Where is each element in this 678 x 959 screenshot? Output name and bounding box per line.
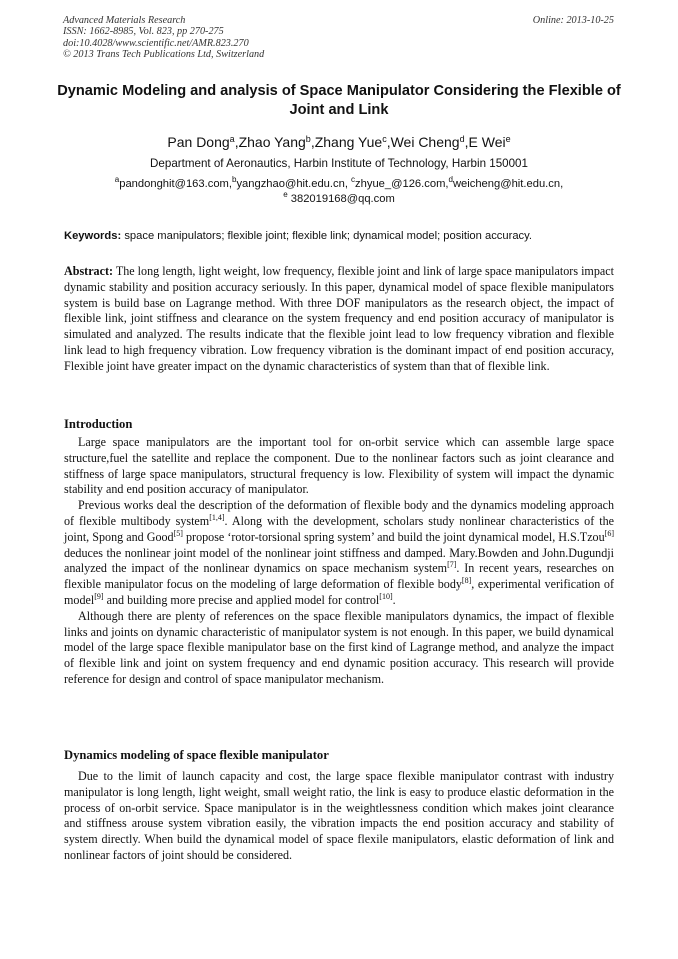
section-heading-dynamics: Dynamics modeling of space flexible manipulator [64,748,329,762]
paragraph-text: and building more precise and applied model for control [103,592,380,607]
keywords [64,229,616,243]
email-mark: c [351,175,356,184]
author-mark: d [459,134,465,144]
paragraph: Although there are plenty of references on the space flexible manipulators dynamics, the impact of flexible links and joints on dynamic characteristic of manipulator system is not enough. In this paper, we build dynamical model of the large space flexible manipulator base on the first kind of Lagrange method, and analyze the impact of flexible link and joint on system frequency and end dynamic position accuracy. This research will provide reference for design and control of space manipulator mechanism. [64,608,614,686]
citation: [9] [94,591,104,601]
affiliation: Department of Aeronautics, Harbin Institute of Technology, Harbin 150001 [150,157,528,170]
paragraph-text: deduces the nonlinear joint model of the nonlinear joint stiffness and damped. Mary.Bowden and John.Dugundji analyzed the impact of the nonlinear dynamics on space mechanism system [64,545,614,576]
author-name: Wei Cheng [390,134,460,150]
paragraph-text: propose ‘rotor-torsional spring system’ and build the joint dynamical model, H.S.Tzou [182,529,605,544]
abstract [64,264,614,375]
email-address: yangzhao@hit.edu.cn [236,178,345,190]
author-name: Zhao Yang [238,134,306,150]
paragraph: Due to the limit of launch capacity and cost, the large space flexible manipulator contrast with industry manipulator is long length, light weight, small weight ratio, the link is easy to produce elastic deformation in the process of on-orbit service. Space manipulator is in the weightlessness condition which makes joint clearance and stiffness arouse system vibration easily, the vibration impacts the end position accuracy and stability of system directly. When build the dynamical model of space flexile manipulators, elastic deformation of link and nonlinear factors of joint should be considered. [64,769,614,862]
email-mark: b [231,175,237,184]
email-mark: d [448,175,453,184]
author-mark: e [505,134,511,144]
email-mark: e [283,190,288,199]
introduction-section [64,435,614,688]
paragraph-text: . In recent years, researches on flexible manipulator focus on the modeling of large deformation of flexible body [64,561,614,592]
dynamics-section [64,769,614,864]
citation: [10] [379,591,393,601]
author-list: Pan Dong$^a$,Zhao Yang$^b$,Zhang Yue$^c$,Wei Cheng$^d$,E Wei$^e$ [167,134,511,150]
citation: [8] [461,576,472,586]
email-address: weicheng@hit.edu.cn [452,178,561,190]
citation: [5] [173,528,183,538]
email-address: zhyue_@126.com [355,178,446,190]
citation: [1,4] [209,512,225,522]
paragraph-text: . Along with the development, scholars study nonlinear characteristics of the joint, Spong and Good [64,513,614,544]
paper-title: Dynamic Modeling and analysis of Space Manipulator Considering the Flexible of Joint and Link [57,83,621,118]
journal-doi: doi:10.4028/www.scientific.net/AMR.823.270 [63,37,249,49]
paragraph: Large space manipulators are the important tool for on-orbit service which can assemble large space structure,fuel the satellite and replace the component. Due to the nonlinear factors such as joint clearance and stiffness of large space manipulators, structural frequency is low. Flexibility of system will impact the dynamic stability and end position accuracy of manipulator. [64,435,614,497]
citation: [7] [447,560,457,570]
paragraph-text: , experimental verification of model [64,577,614,607]
paragraph-text: Previous works deal the description of the deformation of flexible body and the dynamics modeling approach of flexible multibody system [64,498,614,528]
paragraph [64,498,614,609]
keywords-text: space manipulators; flexible joint; flexible link; dynamical model; position accuracy. [124,230,533,242]
keywords-label: Keywords: [64,230,122,242]
journal-issn: ISSN: 1662-8985, Vol. 823, pp 270-275 [63,26,224,38]
author-mark: c [382,134,387,144]
citation: [6] [604,528,614,538]
author-name: Zhang Yue [314,134,383,150]
author-name: Pan Dong [167,134,230,150]
journal-name: Advanced Materials Research [63,15,186,26]
abstract-text: The long length, light weight, low frequency, flexible joint and link of large space manipulators impact dynamic stability and position accuracy seriously. In this paper, dynamical model of space flexible manipulators system is build base on Lagrange method. With three DOF manipulators as the research object, the impact of flexible link, joint stiffness and clearance on the system frequency and end position accuracy of manipulator is simulated and analyzed. The results indicate that the flexible joint lead to low frequency vibration and flexible link lead to high frequency vibration. Low frequency vibration is the dominant impact of end position accuracy, Flexible joint have greater impact on the dynamic characteristics of system than that of flexible link. [64,264,614,373]
author-name: E Wei [468,134,506,150]
journal-copyright: © 2013 Trans Tech Publications Ltd, Switzerland [63,48,265,60]
email-mark: a [114,175,120,184]
section-heading-introduction: Introduction [64,417,133,431]
author-emails: $^a$pandonghit@163.com,$^b$yangzhao@hit.edu.cn, $^c$zhyue_@126.com,$^d$weicheng@hit.edu.cn, $^e$ 382019168@qq.com [114,175,564,205]
email-address: 382019168@qq.com [290,193,395,205]
journal-header [63,15,264,60]
online-date: Online: 2013-10-25 [532,15,614,26]
email-address: pandonghit@163.com [119,178,229,190]
author-mark: b [305,134,311,144]
author-mark: a [229,134,235,144]
paragraph-text: . [392,592,396,607]
abstract-label: Abstract: [64,264,114,278]
